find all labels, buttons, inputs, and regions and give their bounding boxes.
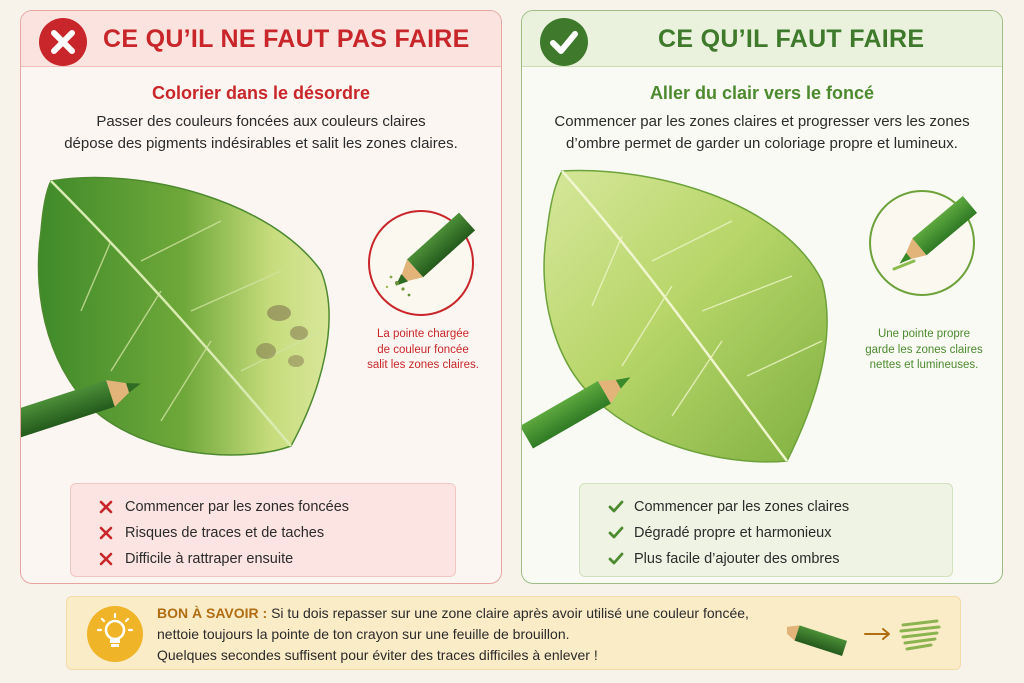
do-zoom-caption: Une pointe propre garde les zones claires nettes et lumineuses. [865, 328, 983, 371]
check-icon [540, 18, 588, 66]
checkmark-icon [608, 500, 634, 514]
arrow-right-icon [865, 629, 889, 639]
checkmark-icon [608, 552, 634, 566]
list-item: Commencer par les zones foncées [99, 494, 455, 520]
tip-box [66, 596, 961, 670]
checkmark-icon [608, 526, 634, 540]
cross-icon [99, 526, 125, 540]
do-panel [521, 10, 1003, 584]
dont-list [70, 483, 456, 577]
tip-label: BON À SAVOIR : [157, 605, 268, 621]
do-list [579, 483, 953, 577]
dont-zoom-caption: La pointe chargée de couleur foncée salit les zones claires. [367, 328, 479, 371]
dont-title: CE QU’IL NE FAUT PAS FAIRE [103, 25, 470, 53]
list-item: Difficile à rattraper ensuite [99, 546, 455, 572]
dont-panel [20, 10, 502, 584]
list-item: Risques de traces et de taches [99, 520, 455, 546]
list-item: Plus facile d’ajouter des ombres [608, 546, 952, 572]
dont-description: Passer des couleurs foncées aux couleurs claires dépose des pigments indésirables et salit les zones claires. [64, 113, 458, 152]
lightbulb-icon [87, 606, 143, 662]
tip-pencil-illustration [787, 601, 957, 667]
do-description: Commencer par les zones claires et progresser vers les zones d’ombre permet de garder un coloriage propre et lumineux. [554, 113, 970, 152]
cross-icon [99, 500, 125, 514]
do-subtitle: Aller du clair vers le foncé [649, 83, 875, 103]
list-item: Commencer par les zones claires [608, 494, 952, 520]
do-title: CE QU’IL FAUT FAIRE [658, 25, 925, 53]
dont-leaf-illustration [21, 161, 502, 481]
dont-header [21, 11, 501, 67]
do-header [522, 11, 1002, 67]
do-leaf-illustration [522, 161, 1003, 481]
dont-subtitle: Colorier dans le désordre [151, 83, 371, 103]
list-item: Dégradé propre et harmonieux [608, 520, 952, 546]
tip-text: BON À SAVOIR : Si tu dois repasser sur une zone claire après avoir utilisé une couleur foncée, nettoie toujours la pointe de ton crayon sur une feuille de brouillon. Quelques secondes suffisent pour éviter des traces difficiles à enlever ! [157, 605, 749, 663]
cross-icon [39, 18, 87, 66]
cross-icon [99, 552, 125, 566]
